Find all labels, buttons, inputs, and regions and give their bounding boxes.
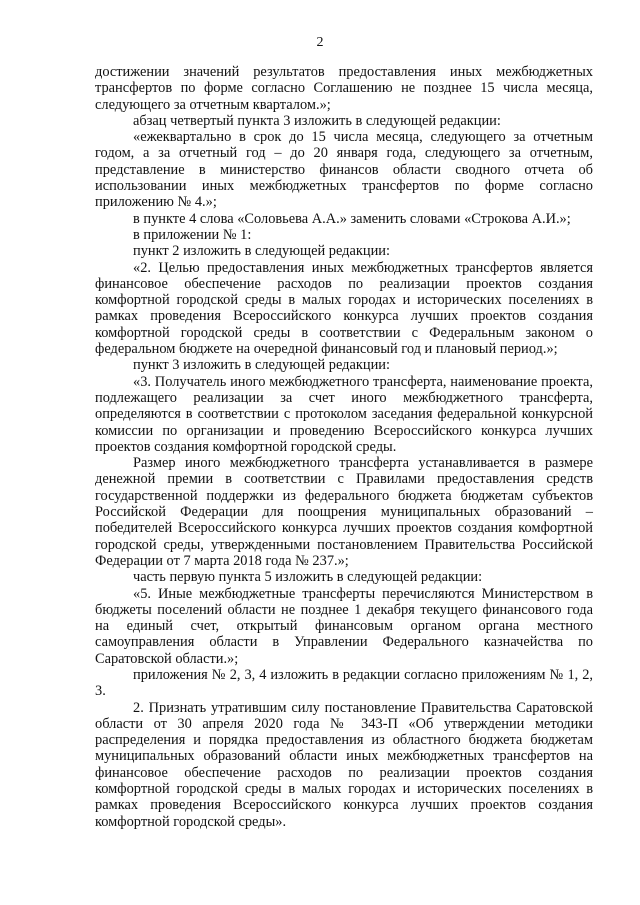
paragraph: Размер иного межбюджетного трансферта устанавливается в размере денежной премии в соответствии с Правилами предоставления средств государственной поддержки из федерального бюджета бюджетам субъектов Российской Федерации для поощрения муниципальных образований – победителей Всероссийского конкурса лучших проектов создания комфортной городской среды, утвержденными постановлением Правительства Российской Федерации от 7 марта 2018 года № 237.»; <box>95 455 593 569</box>
paragraph: пункт 3 изложить в следующей редакции: <box>133 357 390 374</box>
page-number: 2 <box>316 35 324 50</box>
paragraph: «5. Иные межбюджетные трансферты перечисляются Министерством в бюджеты поселений области не позднее 1 декабря текущего финансового года на единый счет, открытый финансовым органом органа местного самоуправления области в Управлении Федерального казначейства по Саратовской области.»; <box>95 585 593 667</box>
paragraph: в пункте 4 слова «Соловьева А.А.» заменить словами «Строкова А.И.»; <box>133 210 571 227</box>
paragraph: пункт 2 изложить в следующей редакции: <box>133 243 390 260</box>
paragraph: в приложении № 1: <box>133 226 252 243</box>
paragraph: «ежеквартально в срок до 15 числа месяца, следующего за отчетным годом, а за отчетный год – до 20 января года, следующего за отчетным, представление в министерство финансов области сводного отчета об использовании иных межбюджетных трансфертов по форме согласно приложению № 4.»; <box>95 129 593 211</box>
document-body <box>95 64 593 830</box>
paragraph: абзац четвертый пункта 3 изложить в следующей редакции: <box>133 112 501 129</box>
paragraph: «2. Целью предоставления иных межбюджетных трансфертов является финансовое обеспечение расходов по реализации проектов создания комфортной городской среды в малых городах и исторических поселениях в рамках проведения Всероссийского конкурса лучших проектов создания комфортной городской среды в соответствии с Федеральным законом о федеральном бюджете на очередной финансовый год и плановый период.»; <box>95 259 593 358</box>
paragraph: достижении значений результатов предоставления иных межбюджетных трансфертов по форме согласно Соглашению не позднее 15 числа месяца, следующего за отчетным кварталом.»; <box>95 64 593 113</box>
paragraph: приложения № 2, 3, 4 изложить в редакции согласно приложениям № 1, 2, 3. <box>95 666 593 700</box>
paragraph: часть первую пункта 5 изложить в следующей редакции: <box>133 569 483 586</box>
paragraph: «3. Получатель иного межбюджетного трансферта, наименование проекта, подлежащего реализации за счет иного межбюджетного трансферта, определяются в соответствии с протоколом заседания федеральной конкурсной комиссии по организации и проведению Всероссийского конкурса лучших проектов создания комфортной городской среды. <box>95 373 593 455</box>
paragraph: 2. Признать утратившим силу постановление Правительства Саратовской области от 30 апреля 2020 года № 343-П «Об утверждении методики распределения и порядка предоставления из областного бюджета бюджетам муниципальных образований области иных межбюджетных трансфертов на финансовое обеспечение расходов по реализации проектов создания комфортной городской среды в малых городах и исторических поселениях в рамках проведения Всероссийского конкурса лучших проектов создания комфортной городской среды». <box>95 699 593 830</box>
